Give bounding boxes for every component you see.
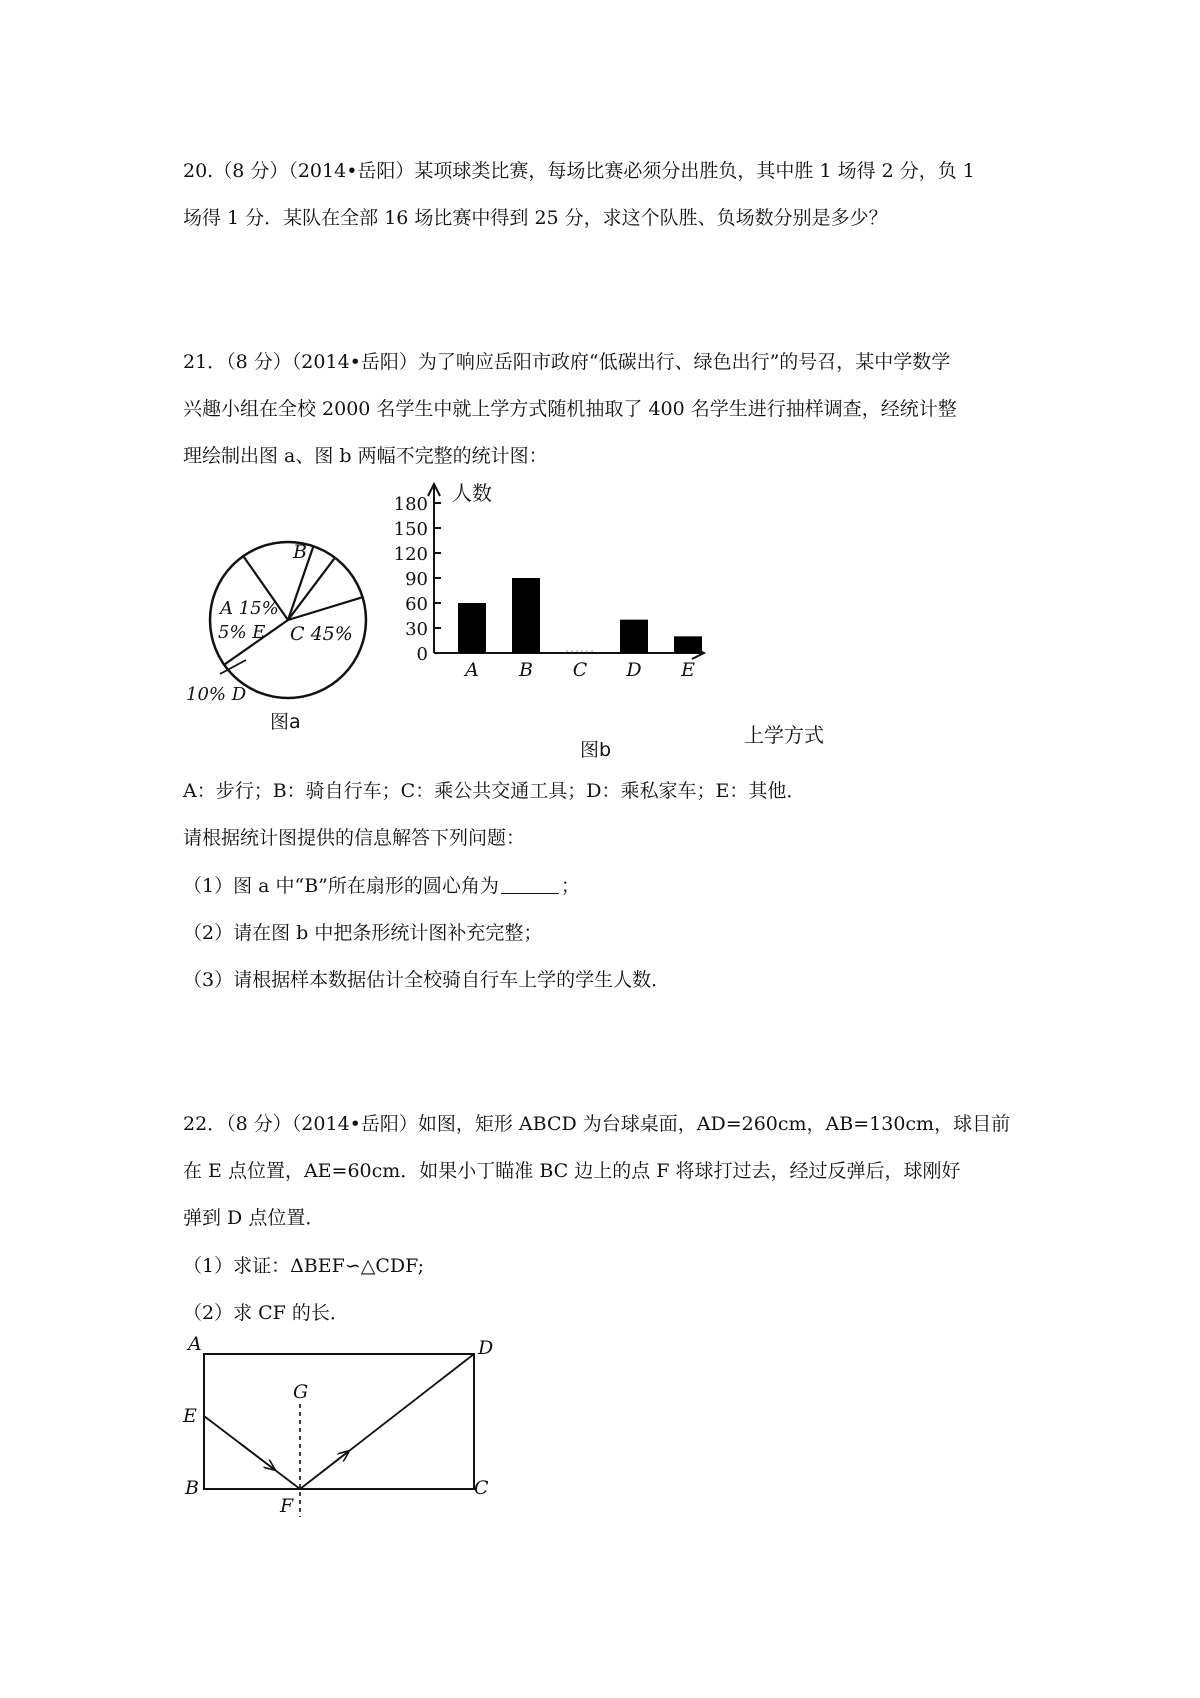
arrow-e-f [240, 1443, 274, 1469]
pie-label-b: B [293, 541, 307, 563]
q20-line-2: 场得 1 分．某队在全部 16 场比赛中得到 25 分，求这个队胜、负场数分别是多少？ [183, 207, 888, 229]
bar-E [674, 636, 702, 653]
point-a-label: A [188, 1333, 202, 1355]
x-category-label: E [681, 659, 695, 681]
q21-legend-line: A：步行；B：骑自行车；C：乘公共交通工具；D：乘私家车；E：其他． [183, 780, 806, 802]
table-rectangle [204, 1354, 474, 1489]
pie-label-e: 5% E [218, 622, 266, 643]
y-tick-label: 150 [393, 519, 428, 540]
bar-A [458, 603, 486, 653]
pie-divider-3 [288, 597, 363, 620]
q21-line-1: 21．（8 分）（2014•岳阳）为了响应岳阳市政府“低碳出行、绿色出行”的号召，某中学数学 [183, 351, 951, 373]
q22-line-1: 22．（8 分）（2014•岳阳）如图，矩形 ABCD 为台球桌面，AD=260cm，AB=130cm，球目前 [183, 1113, 1011, 1135]
y-tick-label: 60 [405, 594, 428, 615]
bar-B [512, 578, 540, 653]
q21-line-3: 理绘制出图 a、图 b 两幅不完整的统计图： [183, 445, 548, 467]
x-category-label: D [626, 659, 642, 681]
point-d-label: D [478, 1337, 494, 1359]
y-tick-label: 120 [393, 544, 428, 565]
pie-label-d: 10% D [186, 684, 247, 705]
q21-sub-3: （3）请根据样本数据估计全校骑自行车上学的学生人数． [183, 969, 671, 991]
q22-line-2: 在 E 点位置，AE=60cm．如果小丁瞄准 BC 边上的点 F 将球打过去，经过反弹后，球刚好 [183, 1160, 961, 1182]
q21-sub-1-end: ； [560, 875, 580, 897]
pie-chart [180, 488, 400, 748]
pie-label-a: A 15% [220, 598, 279, 619]
bar-caption: 图b [580, 739, 612, 761]
point-b-label: B [185, 1477, 199, 1499]
pie-divider-2 [288, 558, 335, 620]
y-tick-label: 180 [393, 494, 428, 515]
q21-sub-1-text: （1）图 a 中“B”所在扇形的圆心角为 [183, 875, 499, 897]
pie-d-leader [220, 660, 246, 674]
q22-sub-2: （2）求 CF 的长． [183, 1302, 349, 1324]
y-tick-label: 30 [405, 619, 428, 640]
q20-line-1: 20.（8 分）（2014•岳阳）某项球类比赛，每场比赛必须分出胜负，其中胜 1 场得 2 分，负 1 [183, 160, 975, 182]
point-e-label: E [183, 1405, 197, 1427]
point-f-label: F [280, 1495, 294, 1517]
x-category-label: C [572, 659, 588, 681]
q21-line-2: 兴趣小组在全校 2000 名学生中就上学方式随机抽取了 400 名学生进行抽样调查，经统计整 [183, 398, 957, 420]
y-tick-label: 90 [405, 569, 428, 590]
x-category-label: B [519, 659, 533, 681]
y-tick-label: 0 [416, 644, 428, 665]
bar-xlabel: 上学方式 [744, 723, 824, 747]
pie-label-c: C 45% [290, 623, 353, 645]
q22-sub-1: （1）求证：ΔBEF∽△CDF; [183, 1255, 425, 1277]
answer-blank[interactable] [501, 875, 559, 894]
x-category-label: A [465, 659, 479, 681]
bar-ylabel: 人数 [452, 481, 492, 505]
bar-categories [463, 659, 695, 681]
bar-D [620, 620, 648, 653]
q21-sub-2: （2）请在图 b 中把条形统计图补充完整； [183, 922, 543, 944]
bar-chart [393, 481, 868, 762]
billiard-figure [180, 1332, 500, 1522]
bar-marks [458, 578, 702, 653]
pie-caption: 图a [270, 711, 301, 733]
q21-prompt: 请根据统计图提供的信息解答下列问题： [183, 827, 526, 849]
q22-line-3: 弹到 D 点位置． [183, 1207, 325, 1229]
point-c-label: C [474, 1477, 489, 1499]
point-g-label: G [293, 1381, 309, 1403]
q21-sub-1 [183, 873, 580, 899]
arrow-f-d [320, 1452, 348, 1474]
